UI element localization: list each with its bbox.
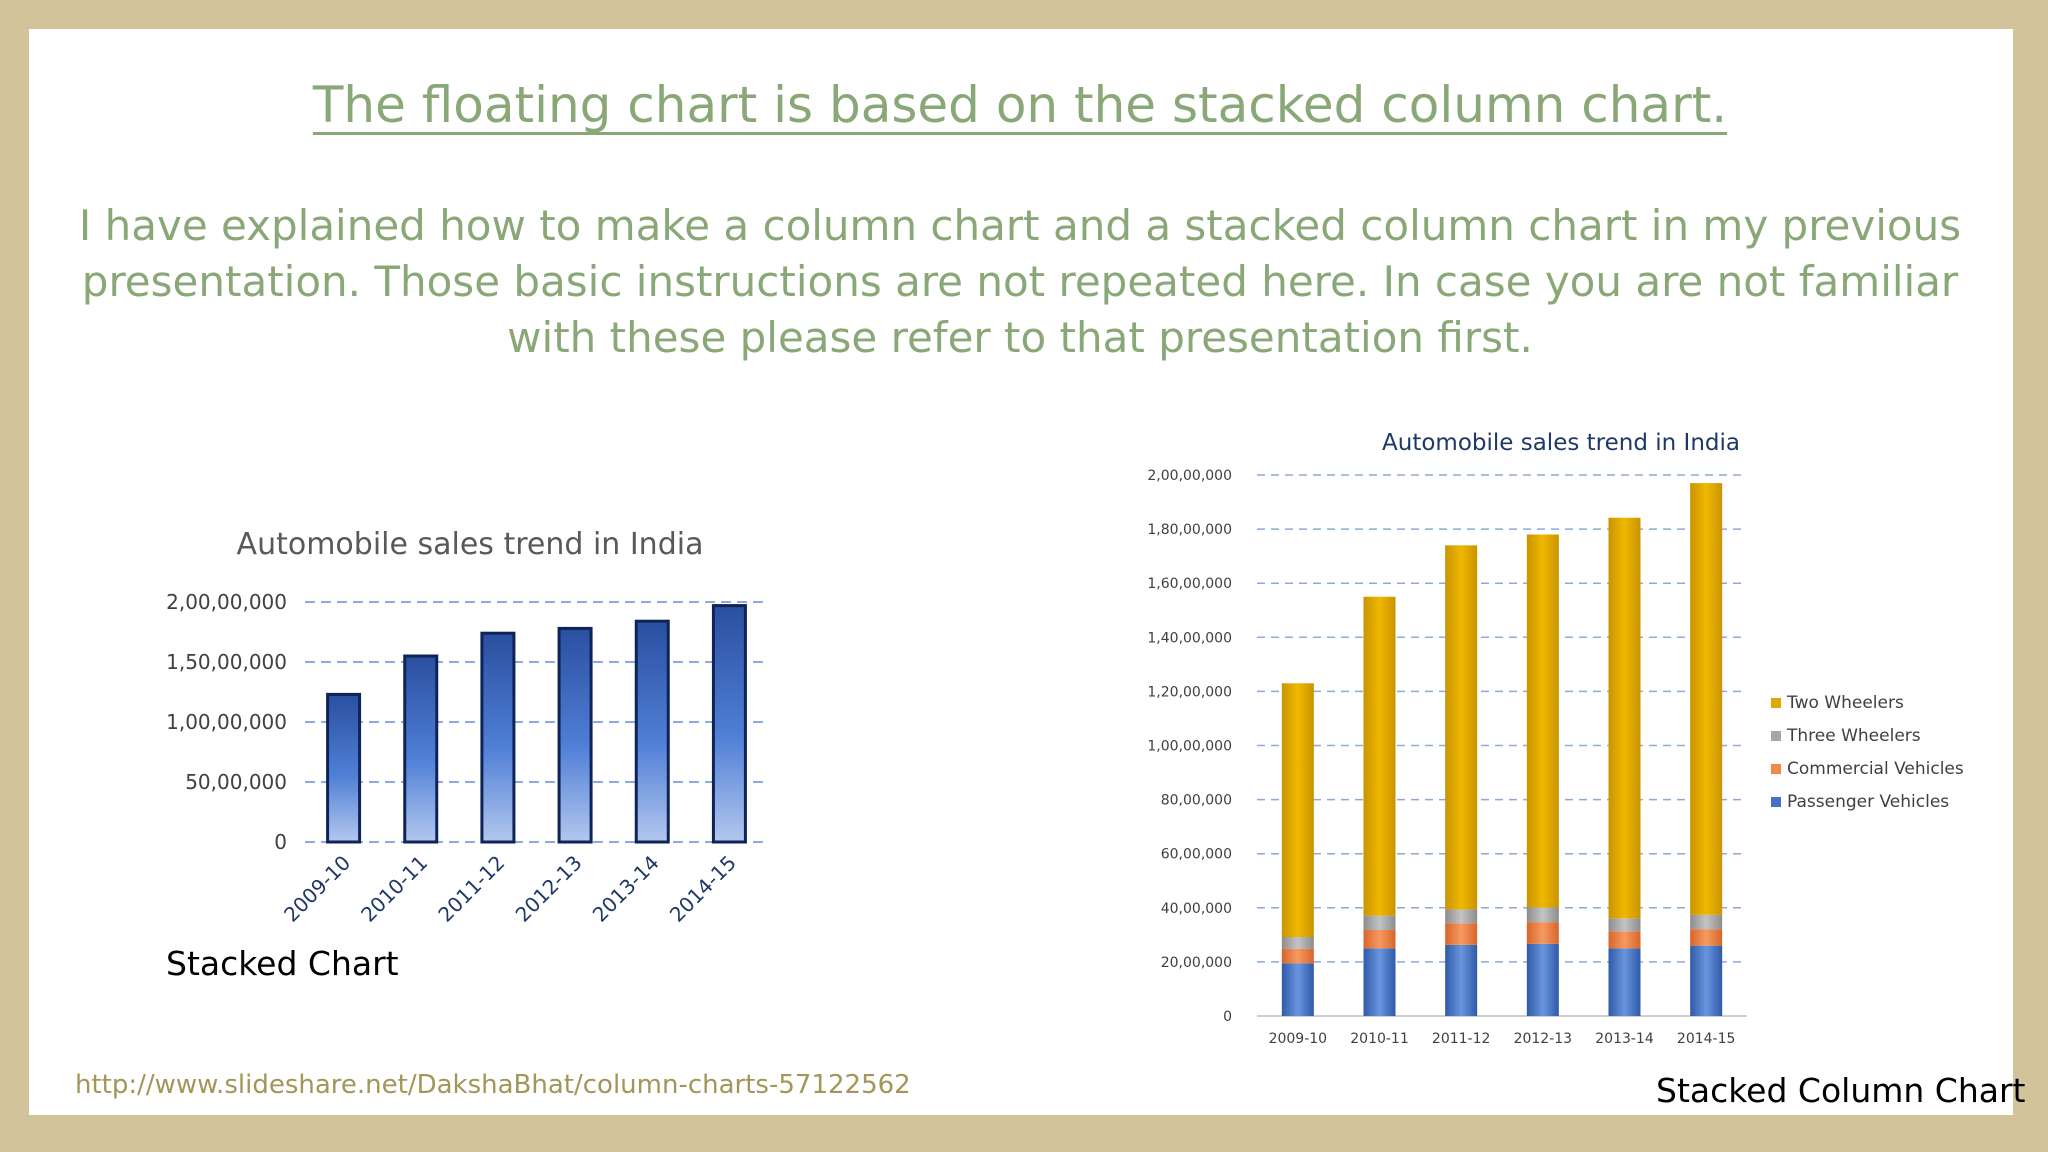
left-chart-caption: Stacked Chart: [166, 944, 399, 983]
legend-swatch: [1771, 764, 1781, 774]
y-tick-label: 20,00,000: [1160, 954, 1232, 971]
y-tick-label: 80,00,000: [1160, 792, 1232, 809]
y-tick-label: 1,50,00,000: [166, 650, 287, 674]
x-tick-label: 2010-11: [1350, 1031, 1409, 1047]
bar: [482, 633, 514, 842]
y-tick-label: 1,20,00,000: [1147, 684, 1232, 701]
chart-title: Automobile sales trend in India: [236, 527, 704, 562]
legend-swatch: [1771, 731, 1781, 741]
bar: [328, 694, 360, 842]
bar-segment: [1690, 946, 1722, 1016]
chart-title: Automobile sales trend in India: [1382, 430, 1740, 456]
legend-label: Two Wheelers: [1787, 693, 1904, 713]
x-tick-label: 2009-10: [1268, 1031, 1328, 1047]
x-tick-label: 2013-14: [1595, 1031, 1654, 1047]
bar-segment: [1690, 915, 1722, 929]
source-link[interactable]: http://www.slideshare.net/DakshaBhat/column-charts-57122562: [75, 1070, 911, 1100]
bar-segment: [1690, 483, 1722, 915]
x-tick-label: 2011-12: [1431, 1031, 1491, 1047]
x-tick-label: 2012-13: [510, 850, 587, 927]
y-tick-label: 50,00,000: [185, 770, 287, 794]
legend-label: Passenger Vehicles: [1787, 792, 1950, 812]
column-chart: [140, 520, 780, 940]
bar-segment: [1445, 923, 1477, 945]
x-tick-label: 2010-11: [356, 850, 433, 927]
x-tick-label: 2014-15: [664, 850, 741, 927]
bar-segment: [1527, 922, 1559, 944]
bar-segment: [1282, 949, 1314, 963]
legend-label: Commercial Vehicles: [1787, 759, 1964, 779]
y-tick-label: 1,00,00,000: [1147, 738, 1232, 755]
bar-segment: [1445, 945, 1477, 1016]
x-tick-label: 2009-10: [279, 850, 356, 927]
y-tick-label: 1,00,00,000: [166, 710, 287, 734]
legend-swatch: [1771, 797, 1781, 807]
x-tick-label: 2012-13: [1513, 1031, 1573, 1047]
bar-segment: [1364, 948, 1396, 1016]
right-chart-caption: Stacked Column Chart: [1656, 1071, 2026, 1110]
y-tick-label: 40,00,000: [1160, 900, 1232, 917]
y-tick-label: 0: [1223, 1009, 1232, 1025]
y-tick-label: 1,60,00,000: [1147, 576, 1232, 593]
bar-segment: [1364, 597, 1396, 916]
legend-label: Three Wheelers: [1787, 726, 1921, 746]
bar-segment: [1282, 937, 1314, 949]
bar-segment: [1282, 963, 1314, 1016]
bar-segment: [1609, 518, 1641, 919]
slide-body-text: I have explained how to make a column chart and a stacked column chart in my previous presentation. Those basic instructions are not repeated here. In case you are not familiar with these please refer to that presentation first.: [78, 201, 1962, 362]
bar-segment: [1609, 931, 1641, 948]
bar-segment: [1527, 908, 1559, 923]
y-tick-label: 2,00,00,000: [1147, 468, 1232, 484]
stacked-column-chart: [1125, 415, 1985, 1055]
bar: [636, 621, 668, 842]
bar-segment: [1527, 535, 1559, 908]
y-tick-label: 2,00,00,000: [166, 590, 287, 614]
bar: [713, 606, 745, 842]
bar: [559, 628, 591, 842]
bar-segment: [1282, 683, 1314, 937]
x-tick-label: 2013-14: [587, 850, 664, 927]
bar: [405, 656, 437, 842]
x-tick-label: 2011-12: [433, 850, 510, 927]
bar-segment: [1690, 929, 1722, 946]
bar-segment: [1364, 930, 1396, 948]
bar-segment: [1445, 545, 1477, 909]
y-tick-label: 1,80,00,000: [1147, 522, 1232, 539]
bar-segment: [1609, 918, 1641, 931]
x-tick-label: 2014-15: [1676, 1031, 1736, 1047]
bar-segment: [1445, 909, 1477, 923]
y-tick-label: 0: [274, 830, 287, 854]
y-tick-label: 60,00,000: [1160, 846, 1232, 863]
bar-segment: [1609, 948, 1641, 1016]
bar-segment: [1527, 944, 1559, 1016]
slide-title: The floating chart is based on the stacked column chart.: [312, 76, 1728, 134]
legend-swatch: [1771, 698, 1781, 708]
y-tick-label: 1,40,00,000: [1147, 630, 1232, 647]
bar-segment: [1364, 916, 1396, 930]
